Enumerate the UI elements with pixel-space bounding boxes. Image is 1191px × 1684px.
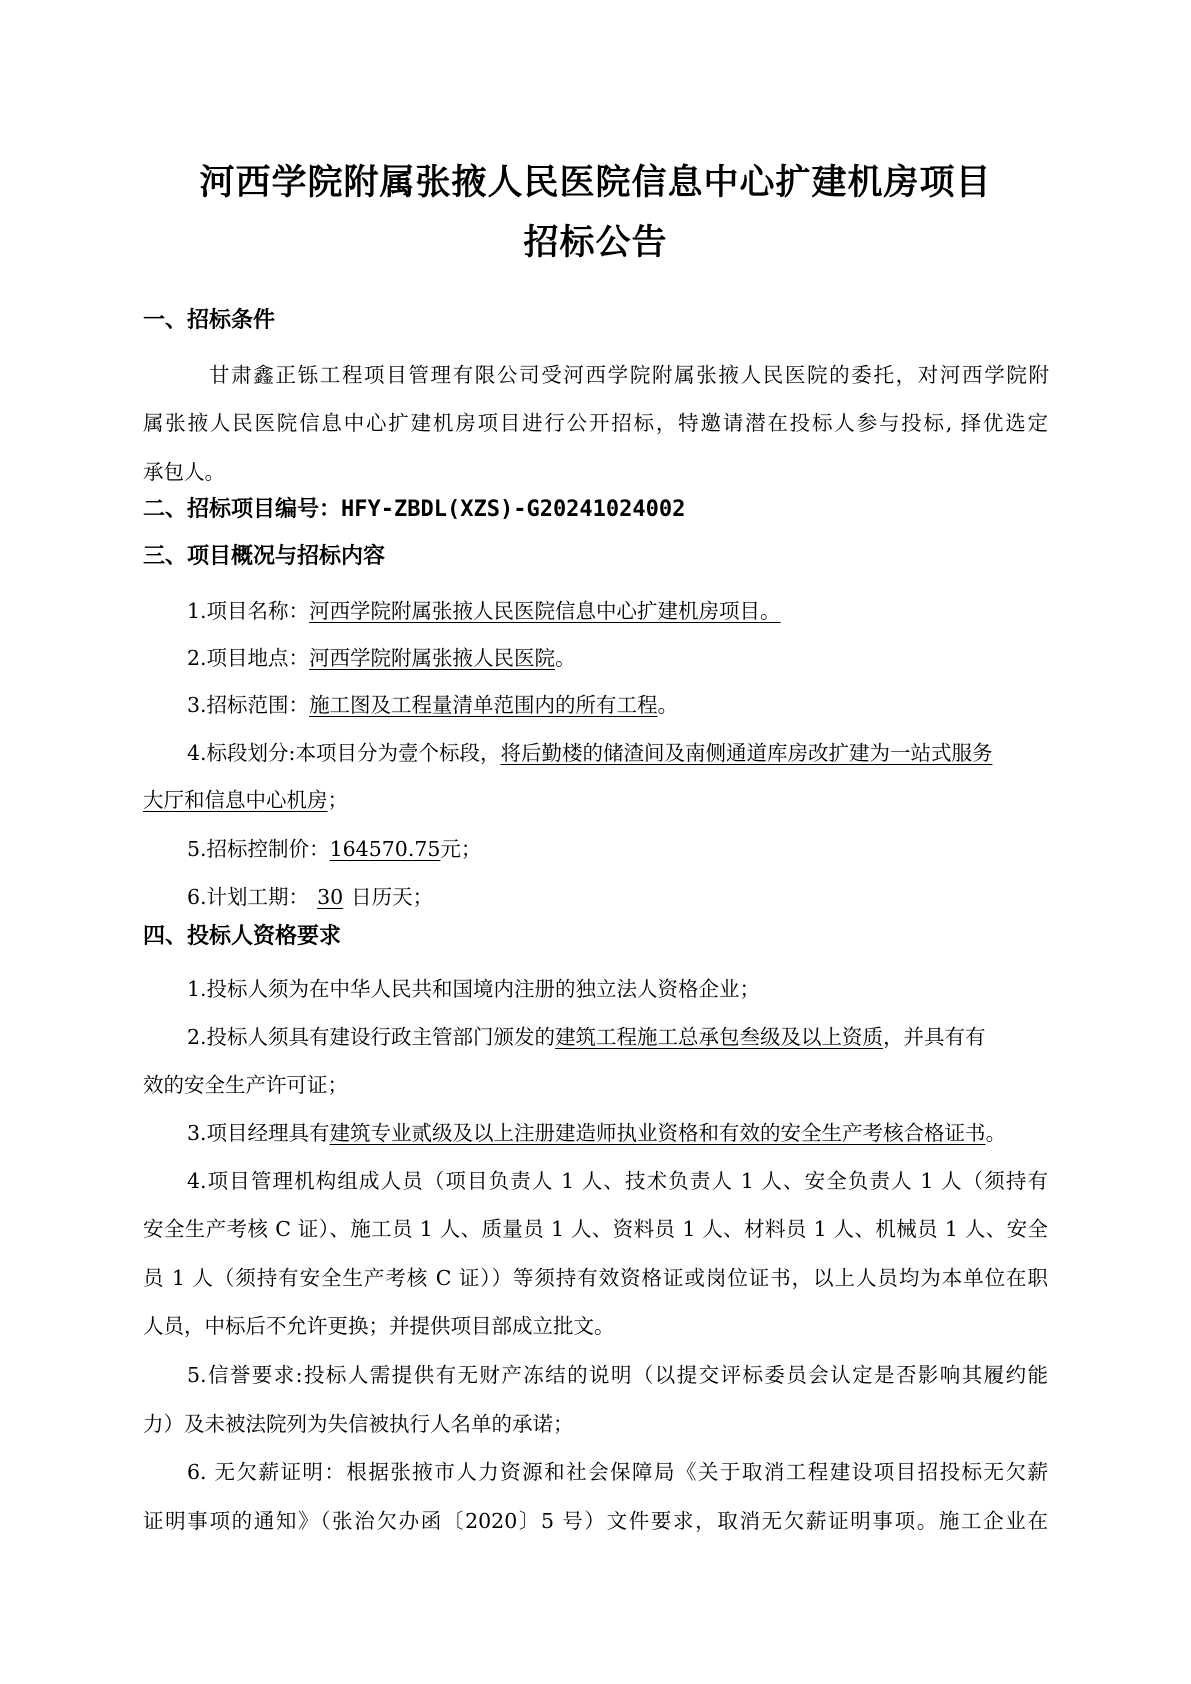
control-price-suffix: 元； <box>440 837 482 861</box>
project-location-value: 河西学院附属张掖人民医院 <box>309 646 556 670</box>
construction-period-label: 6.计划工期： <box>187 885 310 909</box>
qualification-item-2-line-2: 效的安全生产许可证； <box>143 1073 348 1097</box>
qualification-2-prefix: 2.投标人须具有建设行政主管部门颁发的 <box>187 1025 556 1049</box>
bidding-conditions-line-1: 甘肃鑫正铄工程项目管理有限公司受河西学院附属张掖人民医院的委托，对河西学院附 <box>209 363 1049 387</box>
overview-item-project-name <box>187 594 781 624</box>
section-heading-project-code <box>143 492 685 523</box>
qualification-item-5-line-1: 5.信誉要求:投标人需提供有无财产冻结的说明（以提交评标委员会认定是否影响其履约能 <box>187 1363 1048 1387</box>
qualification-item-1: 1.投标人须为在中华人民共和国境内注册的独立法人资格企业； <box>187 977 761 1001</box>
qualification-2-underlined: 建筑工程施工总承包叁级及以上资质 <box>555 1025 884 1049</box>
bidding-scope-value: 施工图及工程量清单范围内的所有工程 <box>309 693 658 717</box>
project-location-label: 2.项目地点： <box>187 646 310 670</box>
qualification-item-4-line-3: 员 1 人（须持有安全生产考核 C 证））等须持有效资格证或岗位证书，以上人员均为本单位在职 <box>143 1266 1048 1290</box>
document-title: 河西学院附属张掖人民医院信息中心扩建机房项目 <box>199 163 992 203</box>
qualification-item-3 <box>187 1116 1006 1146</box>
bidding-conditions-line-2: 属张掖人民医院信息中心扩建机房项目进行公开招标，特邀请潜在投标人参与投标, 择优选定 <box>143 411 1048 435</box>
qualification-item-6-line-2: 证明事项的通知》（张治欠办函〔2020〕5 号）文件要求，取消无欠薪证明事项。施工企业在 <box>143 1509 1048 1533</box>
document-subtitle: 招标公告 <box>523 223 668 263</box>
bidding-conditions-line-3: 承包人。 <box>143 460 225 484</box>
qualification-item-5-line-2: 力）及未被法院列为失信被执行人名单的承诺； <box>143 1412 574 1436</box>
qualification-item-6-line-1: 6. 无欠薪证明：根据张掖市人力资源和社会保障局《关于取消工程建设项目招投标无欠薪 <box>187 1460 1048 1484</box>
bidding-scope-suffix: 。 <box>657 693 679 717</box>
overview-item-project-location <box>187 641 576 671</box>
bidding-scope-label: 3.招标范围： <box>187 693 310 717</box>
qualification-2-suffix: ，并具有有 <box>883 1025 986 1049</box>
overview-item-construction-period <box>187 880 433 910</box>
project-name-label: 1.项目名称： <box>187 599 310 623</box>
project-name-value: 河西学院附属张掖人民医院信息中心扩建机房项目。 <box>309 599 781 623</box>
lot-division-suffix: ； <box>327 788 348 812</box>
qualification-item-4-line-1: 4.项目管理机构组成人员（项目负责人 1 人、技术负责人 1 人、安全负责人 1 人（须持有 <box>187 1169 1048 1193</box>
lot-division-value-line-2: 大厅和信息中心机房 <box>143 788 328 812</box>
lot-division-label: 4.标段划分:本项目分为壹个标段， <box>187 741 501 765</box>
overview-item-control-price <box>187 832 481 862</box>
construction-period-value: 30 <box>317 885 344 909</box>
section-heading-bidding-conditions: 一、招标条件 <box>143 308 276 333</box>
construction-period-suffix: 日历天； <box>351 885 434 909</box>
section-heading-project-overview: 三、项目概况与招标内容 <box>143 544 386 569</box>
control-price-label: 5.招标控制价： <box>187 837 330 861</box>
overview-item-bidding-scope <box>187 688 678 718</box>
qualification-3-suffix: 。 <box>985 1121 1007 1145</box>
qualification-item-2 <box>187 1020 986 1050</box>
project-code-value: HFY-ZBDL(XZS)-G20241024002 <box>341 497 686 522</box>
overview-item-lot-division-line-2 <box>143 783 348 813</box>
qualification-3-underlined: 建筑专业贰级及以上注册建造师执业资格和有效的安全生产考核合格证书 <box>329 1121 986 1145</box>
lot-division-value-line-1: 将后勤楼的储渣间及南侧通道库房改扩建为一站式服务 <box>500 741 993 765</box>
overview-item-lot-division <box>187 736 992 766</box>
project-location-suffix: 。 <box>555 646 576 670</box>
qualification-item-4-line-2: 安全生产考核 C 证）、施工员 1 人、质量员 1 人、资料员 1 人、材料员 1 人、机械员 1 人、安全 <box>143 1217 1048 1241</box>
control-price-value: 164570.75 <box>329 837 441 861</box>
section-heading-bidder-qualifications: 四、投标人资格要求 <box>143 924 342 949</box>
qualification-3-prefix: 3.项目经理具有 <box>187 1121 330 1145</box>
qualification-item-4-line-4: 人员，中标后不允许更换；并提供项目部成立批文。 <box>143 1314 615 1338</box>
project-code-label: 二、招标项目编号： <box>143 497 342 522</box>
